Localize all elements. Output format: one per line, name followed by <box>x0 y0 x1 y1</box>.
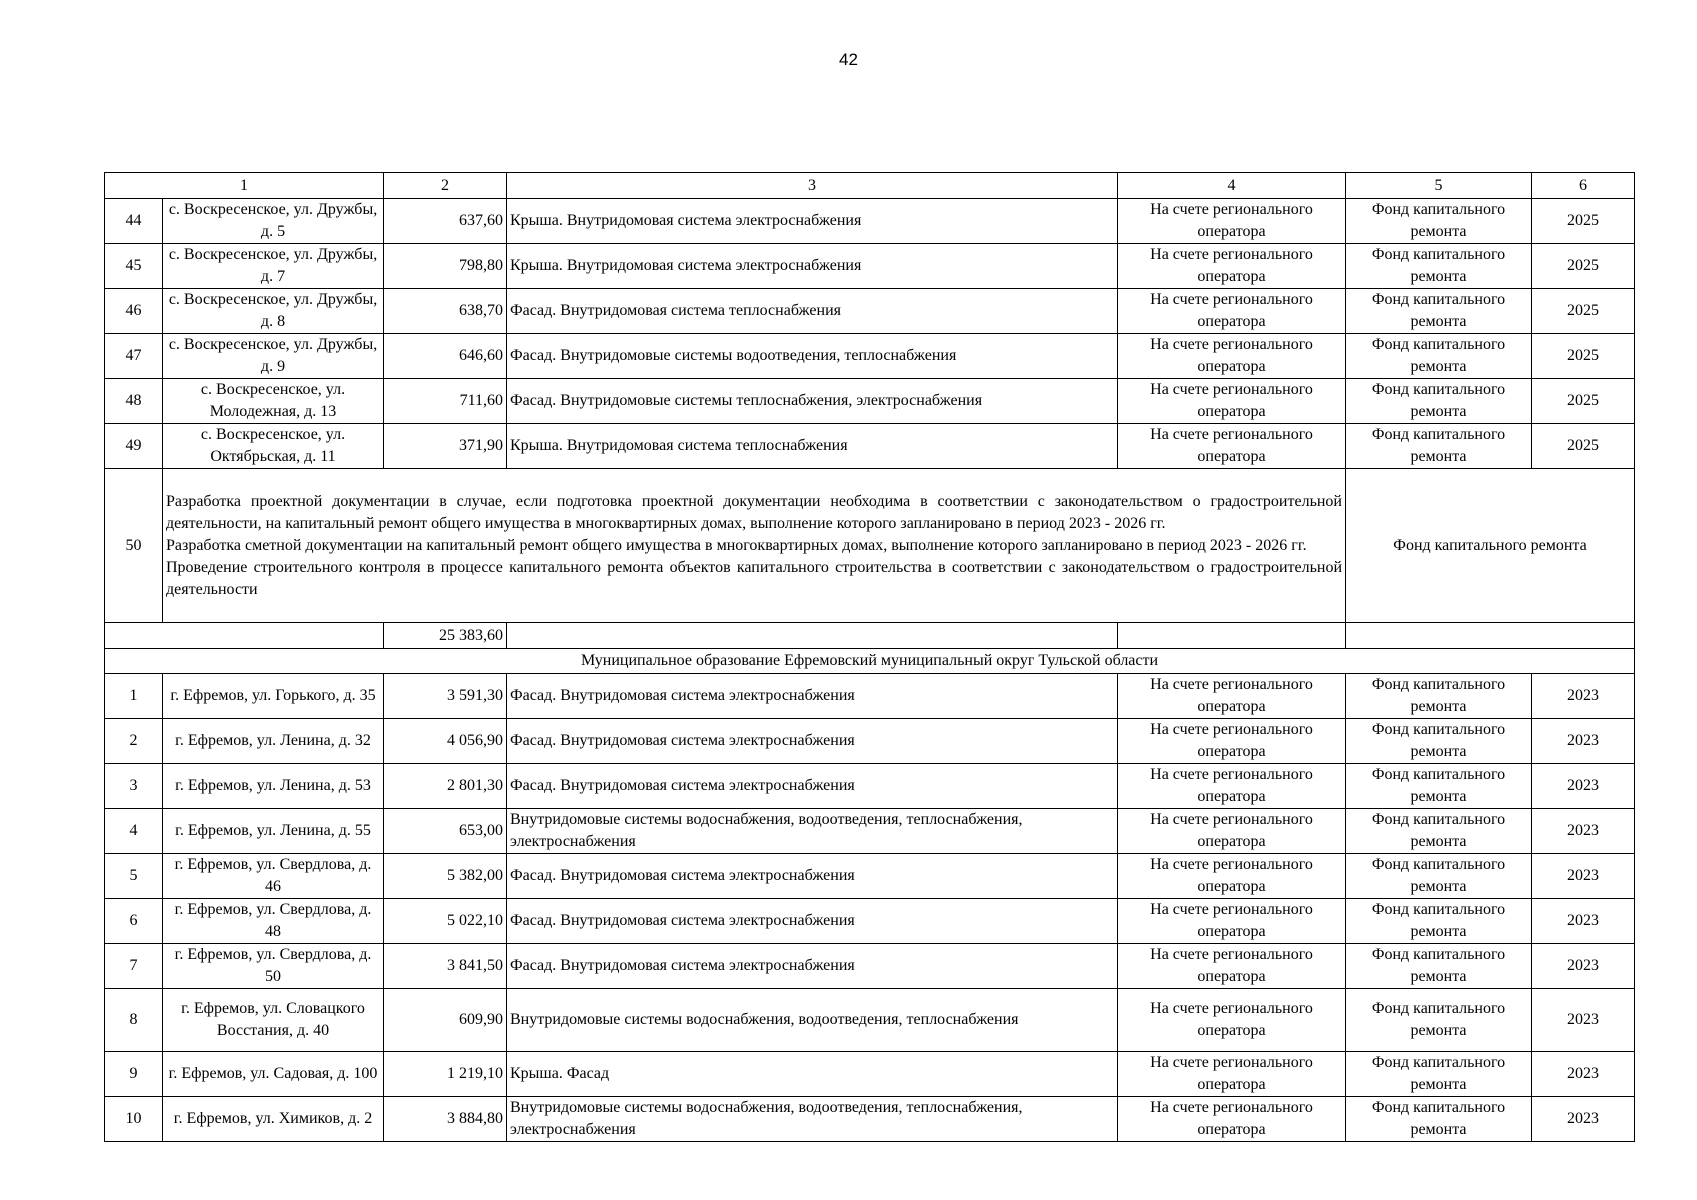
area-cell: 637,60 <box>384 199 507 244</box>
funding-source-cell: Фонд капитального ремонта <box>1346 854 1532 899</box>
project-works-paragraph: Проведение строительного контроля в процессе капитального ремонта объектов капитального строительства в соответствии с законодательством о градостроительной деятельности <box>166 558 1342 598</box>
year-cell: 2023 <box>1532 944 1635 989</box>
table-row <box>105 334 1635 379</box>
table-row <box>105 854 1635 899</box>
address-cell: г. Ефремов, ул. Свердлова, д. 48 <box>163 899 384 944</box>
account-cell: На счете регионального оператора <box>1118 334 1346 379</box>
account-cell: На счете регионального оператора <box>1118 1097 1346 1142</box>
address-cell: г. Ефремов, ул. Ленина, д. 55 <box>163 809 384 854</box>
address-cell: г. Ефремов, ул. Садовая, д. 100 <box>163 1052 384 1097</box>
area-cell: 3 884,80 <box>384 1097 507 1142</box>
area-cell: 3 591,30 <box>384 674 507 719</box>
account-cell: На счете регионального оператора <box>1118 289 1346 334</box>
year-cell: 2023 <box>1532 1097 1635 1142</box>
total-row <box>105 623 1635 649</box>
header-col-5: 5 <box>1346 173 1532 199</box>
account-cell: На счете регионального оператора <box>1118 944 1346 989</box>
account-cell: На счете регионального оператора <box>1118 1052 1346 1097</box>
table-row <box>105 379 1635 424</box>
row-number: 6 <box>105 899 163 944</box>
funding-source-cell: Фонд капитального ремонта <box>1346 719 1532 764</box>
address-cell: г. Ефремов, ул. Свердлова, д. 50 <box>163 944 384 989</box>
area-cell: 646,60 <box>384 334 507 379</box>
empty-cell <box>1118 623 1346 649</box>
funding-source-cell: Фонд капитального ремонта <box>1346 289 1532 334</box>
year-cell: 2025 <box>1532 289 1635 334</box>
account-cell: На счете регионального оператора <box>1118 989 1346 1052</box>
works-cell: Фасад. Внутридомовая система электроснабжения <box>507 944 1118 989</box>
address-cell: г. Ефремов, ул. Ленина, д. 53 <box>163 764 384 809</box>
account-cell: На счете регионального оператора <box>1118 424 1346 469</box>
year-cell: 2023 <box>1532 989 1635 1052</box>
address-cell: г. Ефремов, ул. Химиков, д. 2 <box>163 1097 384 1142</box>
total-label-cell <box>105 623 384 649</box>
project-works-paragraph: Разработка проектной документации в случае, если подготовка проектной документации необходима в соответствии с законодательством о градостроительной деятельности, на капитальный ремонт общего имущества в многоквартирных домах, выполнение которого запланировано в период 2023 - 2026 гг. <box>166 492 1342 532</box>
year-cell: 2023 <box>1532 809 1635 854</box>
table-body <box>105 173 1635 1142</box>
capital-repair-table <box>104 172 1635 1142</box>
account-cell: На счете регионального оператора <box>1118 199 1346 244</box>
row-number: 48 <box>105 379 163 424</box>
address-cell: г. Ефремов, ул. Словацкого Восстания, д. 40 <box>163 989 384 1052</box>
row-number: 2 <box>105 719 163 764</box>
row-number: 9 <box>105 1052 163 1097</box>
header-col-3: 3 <box>507 173 1118 199</box>
funding-source-cell: Фонд капитального ремонта <box>1346 469 1635 623</box>
address-cell: г. Ефремов, ул. Горького, д. 35 <box>163 674 384 719</box>
year-cell: 2023 <box>1532 719 1635 764</box>
row-number: 49 <box>105 424 163 469</box>
header-col-2: 2 <box>384 173 507 199</box>
works-cell: Крыша. Внутридомовая система теплоснабжения <box>507 424 1118 469</box>
works-cell: Фасад. Внутридомовые системы водоотведения, теплоснабжения <box>507 334 1118 379</box>
column-number-header-row <box>105 173 1635 199</box>
table-row <box>105 424 1635 469</box>
area-cell: 3 841,50 <box>384 944 507 989</box>
table-row <box>105 244 1635 289</box>
funding-source-cell: Фонд капитального ремонта <box>1346 764 1532 809</box>
funding-source-cell: Фонд капитального ремонта <box>1346 424 1532 469</box>
account-cell: На счете регионального оператора <box>1118 764 1346 809</box>
works-cell: Фасад. Внутридомовая система электроснабжения <box>507 719 1118 764</box>
empty-cell <box>1346 623 1635 649</box>
table-row <box>105 809 1635 854</box>
account-cell: На счете регионального оператора <box>1118 674 1346 719</box>
table-row <box>105 674 1635 719</box>
area-cell: 4 056,90 <box>384 719 507 764</box>
row-number: 47 <box>105 334 163 379</box>
row-number: 45 <box>105 244 163 289</box>
header-col-1: 1 <box>105 173 384 199</box>
year-cell: 2025 <box>1532 244 1635 289</box>
year-cell: 2025 <box>1532 424 1635 469</box>
year-cell: 2023 <box>1532 764 1635 809</box>
address-cell: с. Воскресенское, ул. Дружбы, д. 7 <box>163 244 384 289</box>
funding-source-cell: Фонд капитального ремонта <box>1346 334 1532 379</box>
works-cell: Фасад. Внутридомовая система электроснабжения <box>507 674 1118 719</box>
row-number: 4 <box>105 809 163 854</box>
area-cell: 609,90 <box>384 989 507 1052</box>
area-cell: 5 022,10 <box>384 899 507 944</box>
row-number: 50 <box>105 469 163 623</box>
year-cell: 2023 <box>1532 899 1635 944</box>
table-row <box>105 899 1635 944</box>
row-number: 10 <box>105 1097 163 1142</box>
works-cell: Внутридомовые системы водоснабжения, водоотведения, теплоснабжения, электроснабжения <box>507 1097 1118 1142</box>
row-number: 8 <box>105 989 163 1052</box>
works-cell: Крыша. Внутридомовая система электроснабжения <box>507 199 1118 244</box>
total-area-cell: 25 383,60 <box>384 623 507 649</box>
area-cell: 2 801,30 <box>384 764 507 809</box>
funding-source-cell: Фонд капитального ремонта <box>1346 1097 1532 1142</box>
year-cell: 2025 <box>1532 199 1635 244</box>
account-cell: На счете регионального оператора <box>1118 719 1346 764</box>
project-works-paragraph: Разработка сметной документации на капитальный ремонт общего имущества в многоквартирных домах, выполнение которого запланировано в период 2023 - 2026 гг. <box>166 536 1307 554</box>
address-cell: с. Воскресенское, ул. Дружбы, д. 8 <box>163 289 384 334</box>
address-cell: с. Воскресенское, ул. Дружбы, д. 5 <box>163 199 384 244</box>
works-cell: Крыша. Внутридомовая система электроснабжения <box>507 244 1118 289</box>
header-col-6: 6 <box>1532 173 1635 199</box>
funding-source-cell: Фонд капитального ремонта <box>1346 244 1532 289</box>
address-cell: с. Воскресенское, ул. Октябрьская, д. 11 <box>163 424 384 469</box>
funding-source-cell: Фонд капитального ремонта <box>1346 199 1532 244</box>
row-number: 1 <box>105 674 163 719</box>
row-number: 3 <box>105 764 163 809</box>
account-cell: На счете регионального оператора <box>1118 854 1346 899</box>
address-cell: с. Воскресенское, ул. Молодежная, д. 13 <box>163 379 384 424</box>
works-cell: Фасад. Внутридомовая система электроснабжения <box>507 854 1118 899</box>
table-row <box>105 764 1635 809</box>
row-number: 46 <box>105 289 163 334</box>
page-number: 42 <box>839 50 858 69</box>
area-cell: 1 219,10 <box>384 1052 507 1097</box>
row-number: 44 <box>105 199 163 244</box>
table-row <box>105 719 1635 764</box>
year-cell: 2023 <box>1532 674 1635 719</box>
funding-source-cell: Фонд капитального ремонта <box>1346 379 1532 424</box>
area-cell: 371,90 <box>384 424 507 469</box>
area-cell: 798,80 <box>384 244 507 289</box>
funding-source-cell: Фонд капитального ремонта <box>1346 944 1532 989</box>
account-cell: На счете регионального оператора <box>1118 379 1346 424</box>
year-cell: 2023 <box>1532 1052 1635 1097</box>
table-row <box>105 944 1635 989</box>
funding-source-cell: Фонд капитального ремонта <box>1346 989 1532 1052</box>
account-cell: На счете регионального оператора <box>1118 899 1346 944</box>
area-cell: 653,00 <box>384 809 507 854</box>
table-row <box>105 1052 1635 1097</box>
works-cell: Фасад. Внутридомовая система теплоснабжения <box>507 289 1118 334</box>
table-row <box>105 199 1635 244</box>
funding-source-cell: Фонд капитального ремонта <box>1346 899 1532 944</box>
account-cell: На счете регионального оператора <box>1118 244 1346 289</box>
year-cell: 2025 <box>1532 379 1635 424</box>
year-cell: 2023 <box>1532 854 1635 899</box>
area-cell: 5 382,00 <box>384 854 507 899</box>
row-number: 7 <box>105 944 163 989</box>
project-works-description <box>163 469 1346 623</box>
section-title: Муниципальное образование Ефремовский муниципальный округ Тульской области <box>105 649 1635 674</box>
row-number: 5 <box>105 854 163 899</box>
table-row-project-works <box>105 469 1635 623</box>
year-cell: 2025 <box>1532 334 1635 379</box>
funding-source-cell: Фонд капитального ремонта <box>1346 674 1532 719</box>
address-cell: с. Воскресенское, ул. Дружбы, д. 9 <box>163 334 384 379</box>
table-row <box>105 1097 1635 1142</box>
area-cell: 638,70 <box>384 289 507 334</box>
funding-source-cell: Фонд капитального ремонта <box>1346 809 1532 854</box>
header-col-4: 4 <box>1118 173 1346 199</box>
works-cell: Фасад. Внутридомовые системы теплоснабжения, электроснабжения <box>507 379 1118 424</box>
area-cell: 711,60 <box>384 379 507 424</box>
works-cell: Фасад. Внутридомовая система электроснабжения <box>507 764 1118 809</box>
table-row <box>105 989 1635 1052</box>
address-cell: г. Ефремов, ул. Ленина, д. 32 <box>163 719 384 764</box>
works-cell: Внутридомовые системы водоснабжения, водоотведения, теплоснабжения <box>507 989 1118 1052</box>
account-cell: На счете регионального оператора <box>1118 809 1346 854</box>
works-cell: Фасад. Внутридомовая система электроснабжения <box>507 899 1118 944</box>
works-cell: Крыша. Фасад <box>507 1052 1118 1097</box>
section-header-row <box>105 649 1635 674</box>
table-row <box>105 289 1635 334</box>
works-cell: Внутридомовые системы водоснабжения, водоотведения, теплоснабжения, электроснабжения <box>507 809 1118 854</box>
funding-source-cell: Фонд капитального ремонта <box>1346 1052 1532 1097</box>
empty-cell <box>507 623 1118 649</box>
address-cell: г. Ефремов, ул. Свердлова, д. 46 <box>163 854 384 899</box>
